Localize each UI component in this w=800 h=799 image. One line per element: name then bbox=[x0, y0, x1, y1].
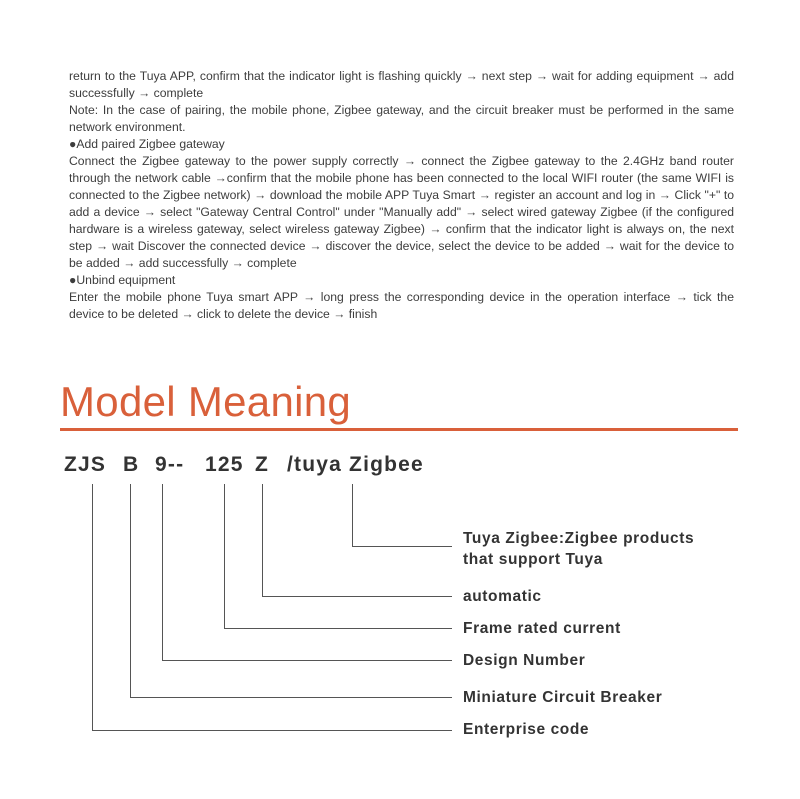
leader-line-design bbox=[163, 484, 453, 661]
leader-line-breaker bbox=[131, 484, 453, 698]
paragraph-note: Note: In the case of pairing, the mobile phone, Zigbee gateway, and the circuit breaker must be performed in the same network environment. bbox=[69, 103, 734, 134]
code-segment-9: 9-- bbox=[155, 453, 185, 476]
leader-line-enterprise bbox=[93, 484, 453, 731]
code-segment-z: Z bbox=[255, 453, 270, 476]
desc-design-number: Design Number bbox=[463, 652, 586, 669]
heading-add-paired-gateway: ●Add paired Zigbee gateway bbox=[69, 137, 225, 151]
desc-automatic: automatic bbox=[463, 588, 542, 605]
desc-frame-rated-current: Frame rated current bbox=[463, 620, 621, 637]
desc-tuya-zigbee-line2: that support Tuya bbox=[463, 551, 603, 568]
desc-miniature-circuit-breaker: Miniature Circuit Breaker bbox=[463, 689, 663, 706]
leader-line-automatic bbox=[263, 484, 453, 597]
code-segment-zjs: ZJS bbox=[64, 453, 107, 476]
heading-unbind-equipment: ●Unbind equipment bbox=[69, 273, 176, 287]
leader-line-tuya bbox=[353, 484, 453, 547]
code-segment-125: 125 bbox=[205, 453, 244, 476]
section-title: Model Meaning bbox=[60, 378, 352, 425]
paragraph-return-to-app: return to the Tuya APP, confirm that the indicator light is flashing quickly → next step → wait for adding equipment → add successfully → complete bbox=[69, 69, 734, 100]
code-segment-tuya-zigbee: /tuya Zigbee bbox=[287, 453, 424, 476]
code-segment-b: B bbox=[123, 453, 140, 476]
paragraph-connect-gateway: Connect the Zigbee gateway to the power supply correctly → connect the Zigbee gateway to the 2.4GHz band router through the network cable →confirm that the mobile phone has been connected to the local WIFI router (the same WIFI is connected to the Zigbee network) → download the mobile APP Tuya Smart → register an account and log in → Click "+" to add a device → select "Gateway Central Control" under "Manually add" → select wired gateway Zigbee (if the configured hardware is a wireless gateway, select wireless gateway Zigbee) → confirm that the indicator light is always on, the next step → wait Discover the connected device → discover the device, select the device to be added → wait for the device to be added → add successfully → complete bbox=[69, 154, 734, 270]
desc-tuya-zigbee bbox=[463, 528, 694, 570]
desc-enterprise-code: Enterprise code bbox=[463, 721, 590, 738]
leader-line-frame bbox=[225, 484, 453, 629]
paragraph-unbind-steps: Enter the mobile phone Tuya smart APP → long press the corresponding device in the operation interface → tick the device to be deleted → click to delete the device → finish bbox=[69, 290, 734, 321]
desc-tuya-zigbee-line1: Tuya Zigbee:Zigbee products bbox=[463, 530, 695, 547]
